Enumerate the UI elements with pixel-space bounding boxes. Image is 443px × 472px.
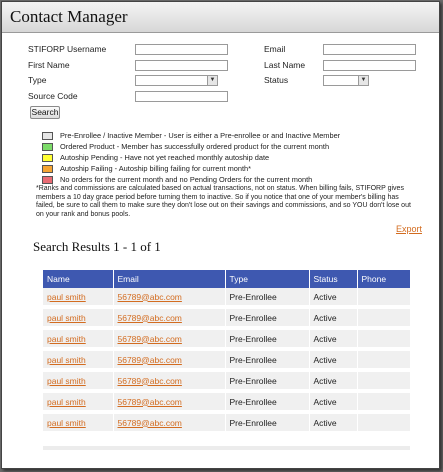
email-link[interactable]: 56789@abc.com	[117, 375, 182, 386]
name-cell	[43, 349, 113, 370]
email-cell	[113, 349, 225, 370]
column-header-phone[interactable]: Phone	[357, 270, 410, 288]
status-cell: Active	[309, 412, 357, 433]
column-header-email[interactable]: Email	[113, 270, 225, 288]
status-cell: Active	[309, 370, 357, 391]
email-link[interactable]: 56789@abc.com	[117, 417, 182, 428]
email-link[interactable]: 56789@abc.com	[117, 396, 182, 407]
phone-cell	[357, 391, 410, 412]
lastname-label: Last Name	[264, 60, 306, 70]
legend-text: Pre-Enrollee / Inactive Member - User is either a Pre-enrollee or and Inactive Member	[60, 131, 341, 140]
legend-text: Ordered Product - Member has successfully ordered product for the current month	[60, 142, 330, 151]
name-cell	[43, 370, 113, 391]
firstname-input[interactable]	[135, 60, 228, 71]
name-link[interactable]: paul smith	[47, 354, 86, 365]
table-row	[43, 328, 410, 349]
table-row	[43, 349, 410, 370]
username-label: STIFORP Username	[28, 44, 107, 54]
name-link[interactable]: paul smith	[47, 396, 86, 407]
email-link[interactable]: 56789@abc.com	[117, 333, 182, 344]
status-cell: Active	[309, 307, 357, 328]
phone-cell	[357, 307, 410, 328]
type-cell: Pre-Enrollee	[225, 349, 309, 370]
email-link[interactable]: 56789@abc.com	[117, 312, 182, 323]
legend-text: Autoship Failing - Autoship billing failing for current month*	[60, 164, 252, 173]
column-header-type[interactable]: Type	[225, 270, 309, 288]
name-cell	[43, 391, 113, 412]
email-input[interactable]	[323, 44, 416, 55]
email-cell	[113, 328, 225, 349]
sourcecode-label: Source Code	[28, 91, 78, 101]
username-input[interactable]	[135, 44, 228, 55]
status-cell: Active	[309, 349, 357, 370]
window-title: Contact Manager	[10, 7, 128, 26]
phone-cell	[357, 288, 410, 307]
type-cell: Pre-Enrollee	[225, 307, 309, 328]
legend-color-swatch	[42, 132, 53, 140]
name-cell	[43, 328, 113, 349]
legend-text: No orders for the current month and no Pending Orders for the current month	[60, 175, 313, 184]
legend-color-swatch	[42, 176, 53, 184]
name-link[interactable]: paul smith	[47, 312, 86, 323]
email-link[interactable]: 56789@abc.com	[117, 291, 182, 302]
phone-cell	[357, 328, 410, 349]
firstname-label: First Name	[28, 60, 70, 70]
column-header-status[interactable]: Status	[309, 270, 357, 288]
status-cell: Active	[309, 328, 357, 349]
billing-note: *Ranks and commissions are calculated based on actual transactions, not on status. When billing fails, STIFORP gives members a 10 day grace period before turning them to inactive. So if you notice that one of your member's billing has failed, be sure to call them to make sure they don't lose out on their savings and commissions, and so YOU don't lose out on your rank and bonus pools.	[36, 185, 411, 218]
type-cell: Pre-Enrollee	[225, 370, 309, 391]
phone-cell	[357, 370, 410, 391]
table-row	[43, 412, 410, 433]
type-cell: Pre-Enrollee	[225, 328, 309, 349]
contact-manager-window	[1, 1, 440, 469]
email-label: Email	[264, 44, 286, 54]
email-link[interactable]: 56789@abc.com	[117, 354, 182, 365]
type-label: Type	[28, 75, 47, 85]
type-cell: Pre-Enrollee	[225, 288, 309, 307]
sourcecode-input[interactable]	[135, 91, 228, 102]
name-link[interactable]: paul smith	[47, 291, 86, 302]
name-cell	[43, 307, 113, 328]
name-link[interactable]: paul smith	[47, 333, 86, 344]
title-bar	[2, 2, 439, 33]
email-cell	[113, 370, 225, 391]
email-cell	[113, 412, 225, 433]
table-row	[43, 307, 410, 328]
legend-color-swatch	[42, 154, 53, 162]
status-dropdown-arrow-icon[interactable]: ▼	[358, 76, 368, 85]
lastname-input[interactable]	[323, 60, 416, 71]
type-select[interactable]	[135, 75, 218, 86]
name-cell	[43, 288, 113, 307]
email-cell	[113, 288, 225, 307]
name-link[interactable]: paul smith	[47, 417, 86, 428]
legend-color-swatch	[42, 143, 53, 151]
email-cell	[113, 307, 225, 328]
email-cell	[113, 391, 225, 412]
type-dropdown-arrow-icon[interactable]: ▼	[207, 76, 217, 85]
export-link[interactable]: Export	[395, 224, 422, 234]
status-label: Status	[264, 75, 289, 85]
phone-cell	[357, 349, 410, 370]
table-row	[43, 370, 410, 391]
legend-color-swatch	[42, 165, 53, 173]
type-cell: Pre-Enrollee	[225, 412, 309, 433]
table-row	[43, 391, 410, 412]
status-select[interactable]	[323, 75, 369, 86]
type-cell: Pre-Enrollee	[225, 391, 309, 412]
table-row	[43, 288, 410, 307]
name-cell	[43, 412, 113, 433]
status-cell: Active	[309, 391, 357, 412]
phone-cell	[357, 412, 410, 433]
results-table	[43, 270, 411, 435]
legend-text: Autoship Pending - Have not yet reached monthly autoship date	[60, 153, 270, 162]
results-header-row	[43, 270, 410, 288]
results-title: Search Results 1 - 1 of 1	[33, 239, 161, 254]
name-link[interactable]: paul smith	[47, 375, 86, 386]
table-footer	[43, 446, 410, 450]
column-header-name[interactable]: Name	[43, 270, 113, 288]
search-button[interactable]: Search	[31, 107, 59, 117]
status-cell: Active	[309, 288, 357, 307]
